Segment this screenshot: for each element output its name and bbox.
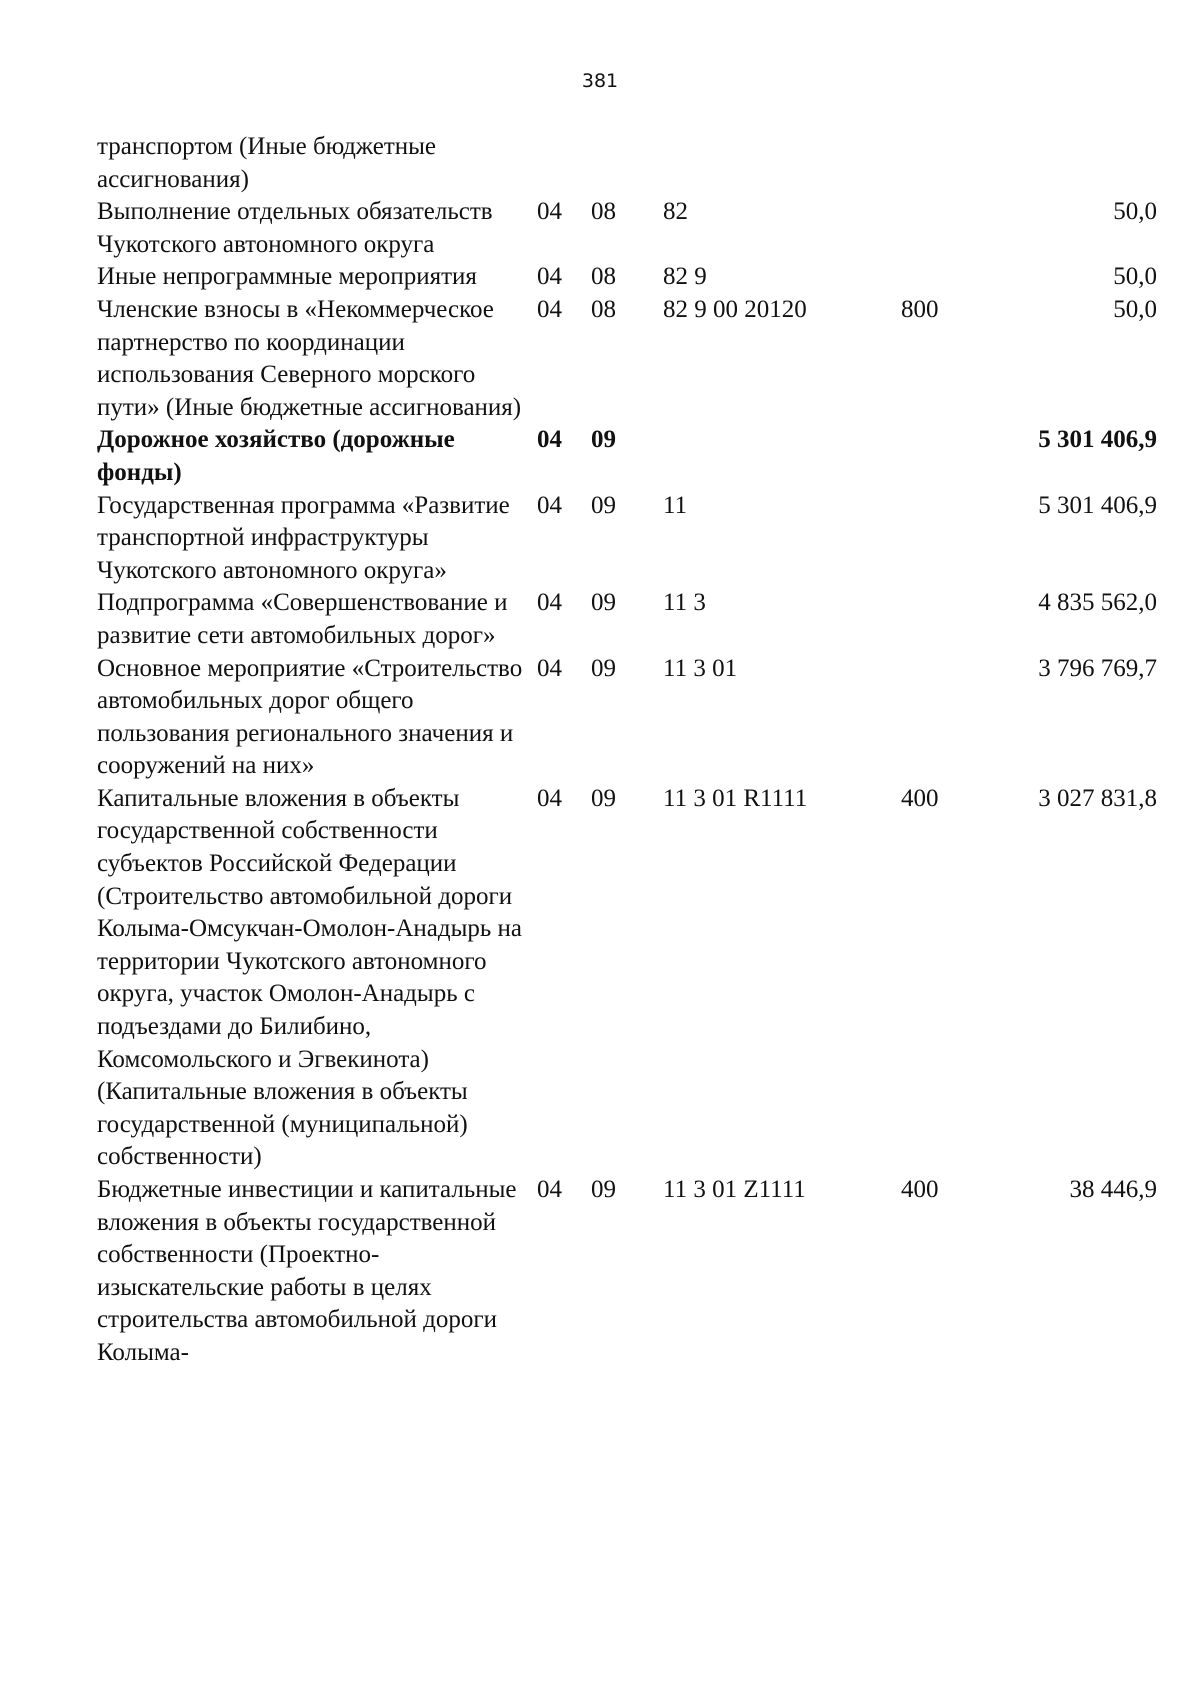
row-name: Бюджетные инвестиции и капитальные вложения в объекты государственной собственности (Проектно-изыскательские работы в целях строительства автомобильной дороги Колыма- — [97, 1176, 517, 1366]
table-row — [97, 131, 1157, 196]
table-row — [97, 587, 1157, 652]
row-amount: 3 027 831,8 — [1038, 784, 1157, 812]
row-name: Иные непрограммные мероприятия — [97, 263, 477, 291]
row-expense-type-code — [901, 424, 961, 489]
row-subsection-code: 08 — [591, 198, 616, 226]
table-row — [97, 261, 1157, 294]
table-row — [97, 653, 1157, 783]
row-section-code: 04 — [537, 784, 562, 812]
row-target-article-code: 11 3 01 — [663, 654, 738, 682]
row-section-code: 04 — [537, 198, 562, 226]
row-expense-type-code — [901, 131, 961, 196]
row-expense-type-code: 400 — [901, 1176, 939, 1203]
row-section-code: 04 — [537, 589, 562, 617]
row-subsection-code: 08 — [591, 295, 616, 323]
row-subsection-code: 09 — [591, 784, 616, 812]
row-amount: 5 301 406,9 — [1038, 491, 1157, 519]
row-target-article-code — [663, 131, 901, 196]
row-expense-type-code — [901, 196, 961, 261]
row-target-article-code — [663, 424, 901, 489]
row-target-article-code: 11 3 01 R1111 — [663, 784, 808, 812]
row-expense-type-code: 800 — [901, 295, 939, 323]
row-name: Основное мероприятие «Строительство автомобильных дорог общего пользования регионального значения и сооружений на них» — [97, 654, 523, 780]
row-name: Выполнение отдельных обязательств Чукотского автономного округа — [97, 198, 493, 258]
row-amount: 50,0 — [1113, 295, 1157, 323]
row-subsection-code: 08 — [591, 263, 616, 291]
row-subsection-code: 09 — [591, 1176, 616, 1203]
row-target-article-code: 11 3 — [663, 589, 706, 617]
table-row — [97, 490, 1157, 588]
table-row — [97, 783, 1157, 1174]
row-name: Государственная программа «Развитие транспортной инфраструктуры Чукотского автономного округа» — [97, 491, 510, 584]
row-subsection-code: 09 — [591, 654, 616, 682]
row-name: Дорожное хозяйство (дорожные фонды) — [97, 426, 455, 486]
row-target-article-code: 11 3 01 Z1111 — [663, 1176, 806, 1203]
row-section-code: 04 — [537, 491, 562, 519]
table-row — [97, 1174, 1157, 1370]
row-amount: 50,0 — [1113, 198, 1157, 226]
row-amount: 3 796 769,7 — [1038, 654, 1157, 682]
row-amount — [961, 131, 1157, 196]
row-section-code: 04 — [537, 1176, 562, 1203]
row-subsection-code: 09 — [591, 491, 616, 519]
row-section-code: 04 — [537, 654, 562, 682]
row-subsection-code: 09 — [591, 426, 616, 454]
row-amount: 5 301 406,9 — [1038, 426, 1157, 454]
row-section-code: 04 — [537, 426, 562, 454]
budget-table — [97, 131, 1157, 1370]
row-subsection-code: 09 — [591, 589, 616, 617]
row-target-article-code: 82 9 00 20120 — [663, 295, 807, 323]
row-section-code: 04 — [537, 263, 562, 291]
table-body — [97, 131, 1157, 1370]
row-amount: 38 446,9 — [1069, 1176, 1157, 1203]
row-expense-type-code: 400 — [901, 784, 939, 812]
table-row — [97, 424, 1157, 489]
row-expense-type-code — [901, 587, 961, 652]
table-row — [97, 196, 1157, 261]
page-number: 381 — [581, 70, 619, 92]
row-name: Подпрограмма «Совершенствование и развитие сети автомобильных дорог» — [97, 589, 508, 649]
row-name: Членские взносы в «Некоммерческое партнерство по координации использования Северного морского пути» (Иные бюджетные ассигнования) — [97, 295, 522, 421]
row-amount: 4 835 562,0 — [1038, 589, 1157, 617]
row-name: Капитальные вложения в объекты государственной собственности субъектов Российской Федерации (Строительство автомобильной дороги Колыма-Омсукчан-Омолон-Анадырь на территории Чукотского автономного округа, участок Омолон-Анадырь с подъездами до Билибино, Комсомольского и Эгвекинота) (Капитальные вложения в объекты государственной (муниципальной) собственности) — [97, 784, 523, 1171]
row-name: транспортом (Иные бюджетные ассигнования) — [97, 133, 437, 193]
row-target-article-code: 82 — [663, 198, 688, 226]
row-amount: 50,0 — [1113, 263, 1157, 291]
row-subsection-code — [591, 131, 663, 196]
row-target-article-code: 11 — [663, 491, 688, 519]
row-section-code: 04 — [537, 295, 562, 323]
table-row — [97, 294, 1157, 424]
row-expense-type-code — [901, 653, 961, 783]
row-section-code — [537, 131, 591, 196]
row-target-article-code: 82 9 — [663, 263, 707, 291]
row-expense-type-code — [901, 490, 961, 588]
row-expense-type-code — [901, 261, 961, 294]
